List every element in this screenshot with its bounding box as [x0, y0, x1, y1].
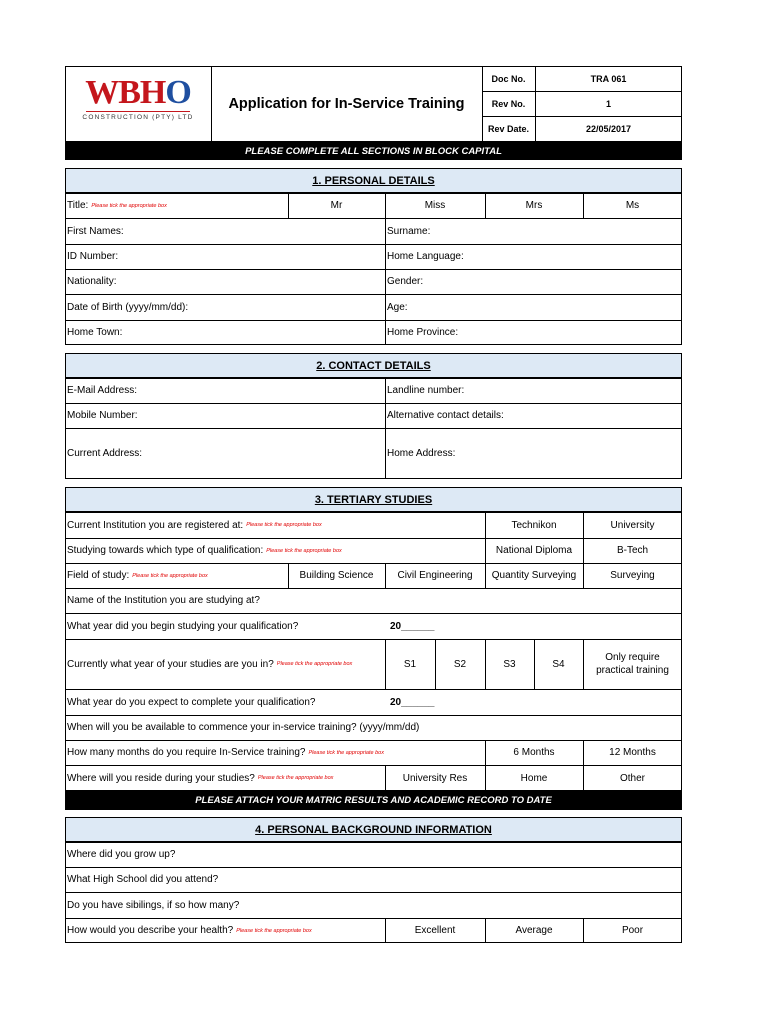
qualification-question-text: Studying towards which type of qualification: [67, 545, 264, 556]
surname-field[interactable]: Surname: [387, 225, 431, 237]
months-question [65, 740, 485, 765]
first-names-field[interactable]: First Names: [67, 225, 124, 237]
dob-field[interactable]: Date of Birth (yyyy/mm/dd): [67, 301, 189, 313]
home-town-field[interactable]: Home Town: [67, 327, 123, 338]
option-university[interactable]: University [610, 519, 655, 531]
title-label-text: Title: [67, 200, 89, 211]
hint-text: Please tick the appropriate box [308, 749, 384, 756]
commence-date-field[interactable]: When will you be available to commence your in-service training? (yyyy/mm/dd) [67, 722, 420, 733]
option-surveying[interactable]: Surveying [610, 570, 655, 581]
practical-line-2: practical training [596, 665, 669, 676]
rev-date-value: 22/05/2017 [585, 124, 632, 134]
rev-date-label: Rev Date. [487, 124, 530, 134]
qualification-question [65, 538, 485, 563]
mobile-field[interactable]: Mobile Number: [67, 410, 138, 421]
title-option-miss[interactable]: Miss [424, 200, 446, 211]
hint-text: Please tick the appropriate box [276, 661, 353, 667]
grow-up-field[interactable]: Where did you grow up? [67, 849, 176, 860]
field-question-text: Field of study: [67, 570, 130, 581]
doc-no-label: Doc No. [491, 73, 526, 84]
option-12-months[interactable]: 12 Months [609, 747, 656, 758]
logo-subtitle: CONSTRUCTION (PTY) LTD [82, 114, 194, 121]
option-6-months[interactable]: 6 Months [513, 747, 555, 758]
institution-question [65, 512, 485, 538]
option-home[interactable]: Home [520, 772, 548, 784]
current-year-question [65, 639, 385, 689]
home-address-field[interactable]: Home Address: [387, 448, 456, 459]
logo-o: O [165, 74, 191, 111]
logo-text: WBH [85, 74, 166, 111]
start-year-question: What year did you begin studying your qualification? [67, 620, 299, 632]
landline-field[interactable]: Landline number: [387, 385, 465, 396]
reside-question [65, 765, 385, 791]
home-language-field[interactable]: Home Language: [387, 251, 464, 262]
hint-text: Please tick the appropriate box [132, 572, 208, 579]
rev-no-label: Rev No. [491, 98, 526, 109]
siblings-field[interactable]: Do you have sibilings, if so how many? [67, 899, 240, 911]
high-school-field[interactable]: What High School did you attend? [67, 874, 219, 885]
title-option-ms[interactable]: Ms [625, 200, 640, 211]
option-technikon[interactable]: Technikon [511, 519, 557, 531]
gender-field[interactable]: Gender: [387, 276, 424, 287]
id-number-field[interactable]: ID Number: [67, 251, 119, 262]
section-heading-background: 4. PERSONAL BACKGROUND INFORMATION [65, 817, 682, 842]
health-question [65, 918, 385, 943]
option-quantity-surveying[interactable]: Quantity Surveying [491, 570, 577, 581]
age-field[interactable]: Age: [387, 301, 408, 313]
option-s4[interactable]: S4 [552, 658, 565, 670]
option-s2[interactable]: S2 [453, 658, 467, 670]
hint-text: Please tick the appropriate box [266, 547, 342, 554]
option-civil-engineering[interactable]: Civil Engineering [397, 570, 473, 581]
attach-results-banner: PLEASE ATTACH YOUR MATRIC RESULTS AND ACADEMIC RECORD TO DATE [65, 791, 682, 810]
option-building-science[interactable]: Building Science [299, 570, 374, 581]
home-province-field[interactable]: Home Province: [387, 327, 459, 338]
option-university-res[interactable]: University Res [402, 772, 468, 784]
health-question-text: How would you describe your health? [67, 925, 234, 936]
field-of-study-question [65, 563, 288, 588]
hint-text: Please tick the appropriate box [91, 202, 167, 209]
months-question-text: How many months do you require In-Service training? [67, 747, 306, 758]
current-address-field[interactable]: Current Address: [67, 448, 143, 459]
option-btech[interactable]: B-Tech [616, 545, 649, 556]
option-average[interactable]: Average [515, 925, 553, 936]
hint-text: Please tick the appropriate box [236, 927, 312, 934]
rev-no-value: 1 [605, 98, 611, 109]
section-heading-personal: 1. PERSONAL DETAILS [65, 168, 682, 193]
email-field[interactable]: E-Mail Address: [67, 385, 138, 396]
option-excellent[interactable]: Excellent [414, 925, 456, 936]
complete-year-field[interactable]: 20______ [390, 696, 435, 708]
section-heading-tertiary: 3. TERTIARY STUDIES [65, 487, 682, 512]
start-year-field[interactable]: 20______ [390, 620, 435, 632]
option-practical-training[interactable] [583, 639, 682, 689]
reside-question-text: Where will you reside during your studies? [67, 772, 255, 784]
company-logo [68, 76, 208, 134]
current-year-question-text: Currently what year of your studies are you in? [67, 658, 274, 670]
hint-text: Please tick the appropriate box [246, 522, 322, 528]
complete-year-question: What year do you expect to complete your qualification? [67, 696, 316, 708]
doc-no-value: TRA 061 [590, 73, 627, 84]
option-s3[interactable]: S3 [503, 658, 516, 670]
option-other[interactable]: Other [619, 772, 645, 784]
alt-contact-field[interactable]: Alternative contact details: [387, 410, 504, 421]
title-option-mr[interactable]: Mr [330, 200, 343, 211]
practical-line-1: Only require [605, 652, 660, 663]
option-poor[interactable]: Poor [621, 925, 644, 936]
institution-question-text: Current Institution you are registered at: [67, 519, 244, 531]
block-capital-banner: PLEASE COMPLETE ALL SECTIONS IN BLOCK CAPITAL [65, 142, 682, 160]
option-s1[interactable]: S1 [403, 658, 417, 670]
title-label [65, 193, 288, 218]
page-title: Application for In-Service Training [228, 96, 465, 112]
section-heading-contact: 2. CONTACT DETAILS [65, 353, 682, 378]
hint-text: Please tick the appropriate box [257, 775, 334, 781]
option-national-diploma[interactable]: National Diploma [495, 545, 573, 556]
nationality-field[interactable]: Nationality: [67, 276, 117, 287]
institution-name-field[interactable]: Name of the Institution you are studying at? [67, 595, 260, 606]
title-option-mrs[interactable]: Mrs [525, 200, 543, 211]
